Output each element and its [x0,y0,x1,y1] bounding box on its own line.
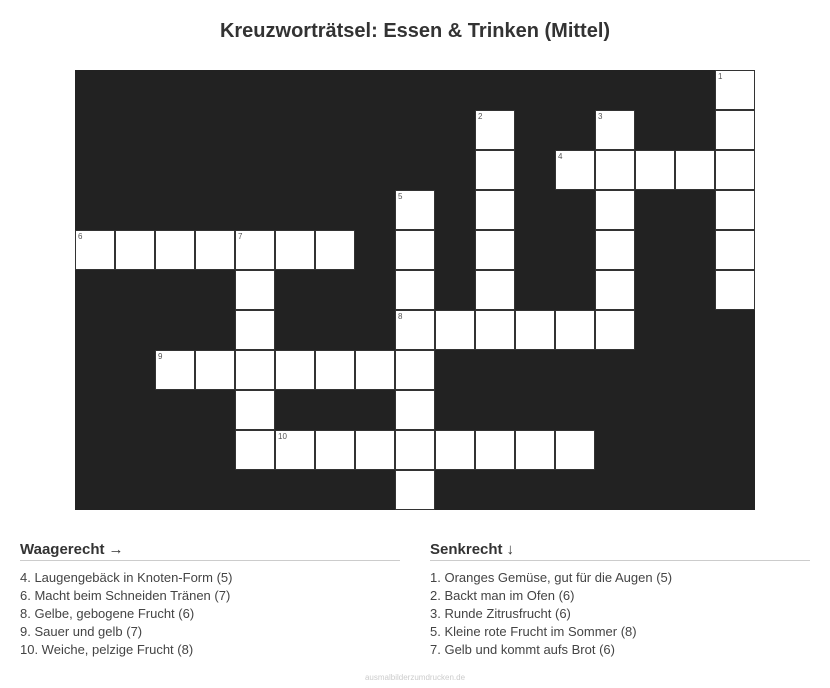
grid-cell[interactable] [75,230,115,270]
grid-cell[interactable] [715,230,755,270]
down-heading [430,541,810,561]
clue-number: 9 [158,352,163,361]
grid-cell[interactable] [395,470,435,510]
grid-cell[interactable] [315,350,355,390]
clue-number: 10 [278,432,287,441]
grid-cell[interactable] [355,350,395,390]
across-clues [20,541,400,659]
grid-cell[interactable] [395,310,435,350]
page-title: Kreuzworträtsel: Essen & Trinken (Mittel) [219,20,611,42]
across-clue: 4. Laugengebäck in Knoten-Form (5) [20,570,233,585]
grid-cell[interactable] [355,430,395,470]
grid-cell[interactable] [595,310,635,350]
grid-cell[interactable] [155,350,195,390]
clue-number: 6 [78,232,83,241]
grid-cell[interactable] [475,230,515,270]
down-heading-label: Senkrecht [430,541,503,558]
arrow-down-icon: ↓ [506,541,515,558]
grid-cell[interactable] [475,190,515,230]
clue-number: 8 [398,312,403,321]
grid-cell[interactable] [475,310,515,350]
grid-cell[interactable] [395,230,435,270]
grid-cell[interactable] [315,430,355,470]
grid-cell[interactable] [715,150,755,190]
grid-cell[interactable] [235,230,275,270]
grid-cell[interactable] [115,230,155,270]
grid-cell[interactable] [235,270,275,310]
grid-cell[interactable] [395,350,435,390]
clue-number: 1 [718,72,723,81]
across-clue: 6. Macht beim Schneiden Tränen (7) [20,588,231,603]
grid-cell[interactable] [715,70,755,110]
grid-cell[interactable] [555,310,595,350]
across-clue: 8. Gelbe, gebogene Frucht (6) [20,606,195,621]
grid-cell[interactable] [595,150,635,190]
grid-cell[interactable] [155,230,195,270]
down-clue: 3. Runde Zitrusfrucht (6) [430,606,571,621]
grid-cell[interactable] [715,270,755,310]
grid-cell[interactable] [475,110,515,150]
across-clue: 9. Sauer und gelb (7) [20,624,143,639]
grid-cell[interactable] [275,430,315,470]
across-heading [20,541,400,561]
grid-cell[interactable] [195,350,235,390]
grid-cell[interactable] [235,310,275,350]
grid-cell[interactable] [715,190,755,230]
grid-cell[interactable] [315,230,355,270]
grid-cell[interactable] [595,190,635,230]
grid-cell[interactable] [595,230,635,270]
down-clue: 5. Kleine rote Frucht im Sommer (8) [430,624,637,639]
down-clue: 7. Gelb und kommt aufs Brot (6) [430,642,615,657]
across-heading-label: Waagerecht [20,541,105,558]
down-clue: 1. Oranges Gemüse, gut für die Augen (5) [430,570,673,585]
clue-number: 5 [398,192,403,201]
down-clue: 2. Backt man im Ofen (6) [430,588,575,603]
clue-number: 7 [238,232,243,241]
crossword-grid [75,70,755,510]
grid-cell[interactable] [595,110,635,150]
grid-cell[interactable] [475,270,515,310]
arrow-right-icon: → [108,541,124,558]
grid-cell[interactable] [555,430,595,470]
across-clue: 10. Weiche, pelzige Frucht (8) [20,642,194,657]
grid-cell[interactable] [595,270,635,310]
grid-cell[interactable] [195,230,235,270]
grid-cell[interactable] [395,430,435,470]
grid-cell[interactable] [635,150,675,190]
grid-cell[interactable] [715,110,755,150]
grid-cell[interactable] [275,230,315,270]
grid-cell[interactable] [395,390,435,430]
grid-cell[interactable] [475,430,515,470]
clue-number: 3 [598,112,603,121]
grid-cell[interactable] [395,270,435,310]
clue-number: 4 [558,152,563,161]
grid-cell[interactable] [555,150,595,190]
grid-cell[interactable] [235,350,275,390]
grid-cell[interactable] [235,430,275,470]
grid-cell[interactable] [515,310,555,350]
down-clues [430,541,810,659]
grid-cell[interactable] [515,430,555,470]
footer-credit: ausmalbilderzumdrucken.de [364,673,466,682]
grid-cell[interactable] [435,430,475,470]
grid-cell[interactable] [395,190,435,230]
grid-cell[interactable] [235,390,275,430]
grid-cell[interactable] [435,310,475,350]
grid-cell[interactable] [675,150,715,190]
grid-cell[interactable] [275,350,315,390]
clue-number: 2 [478,112,483,121]
grid-cell[interactable] [475,150,515,190]
